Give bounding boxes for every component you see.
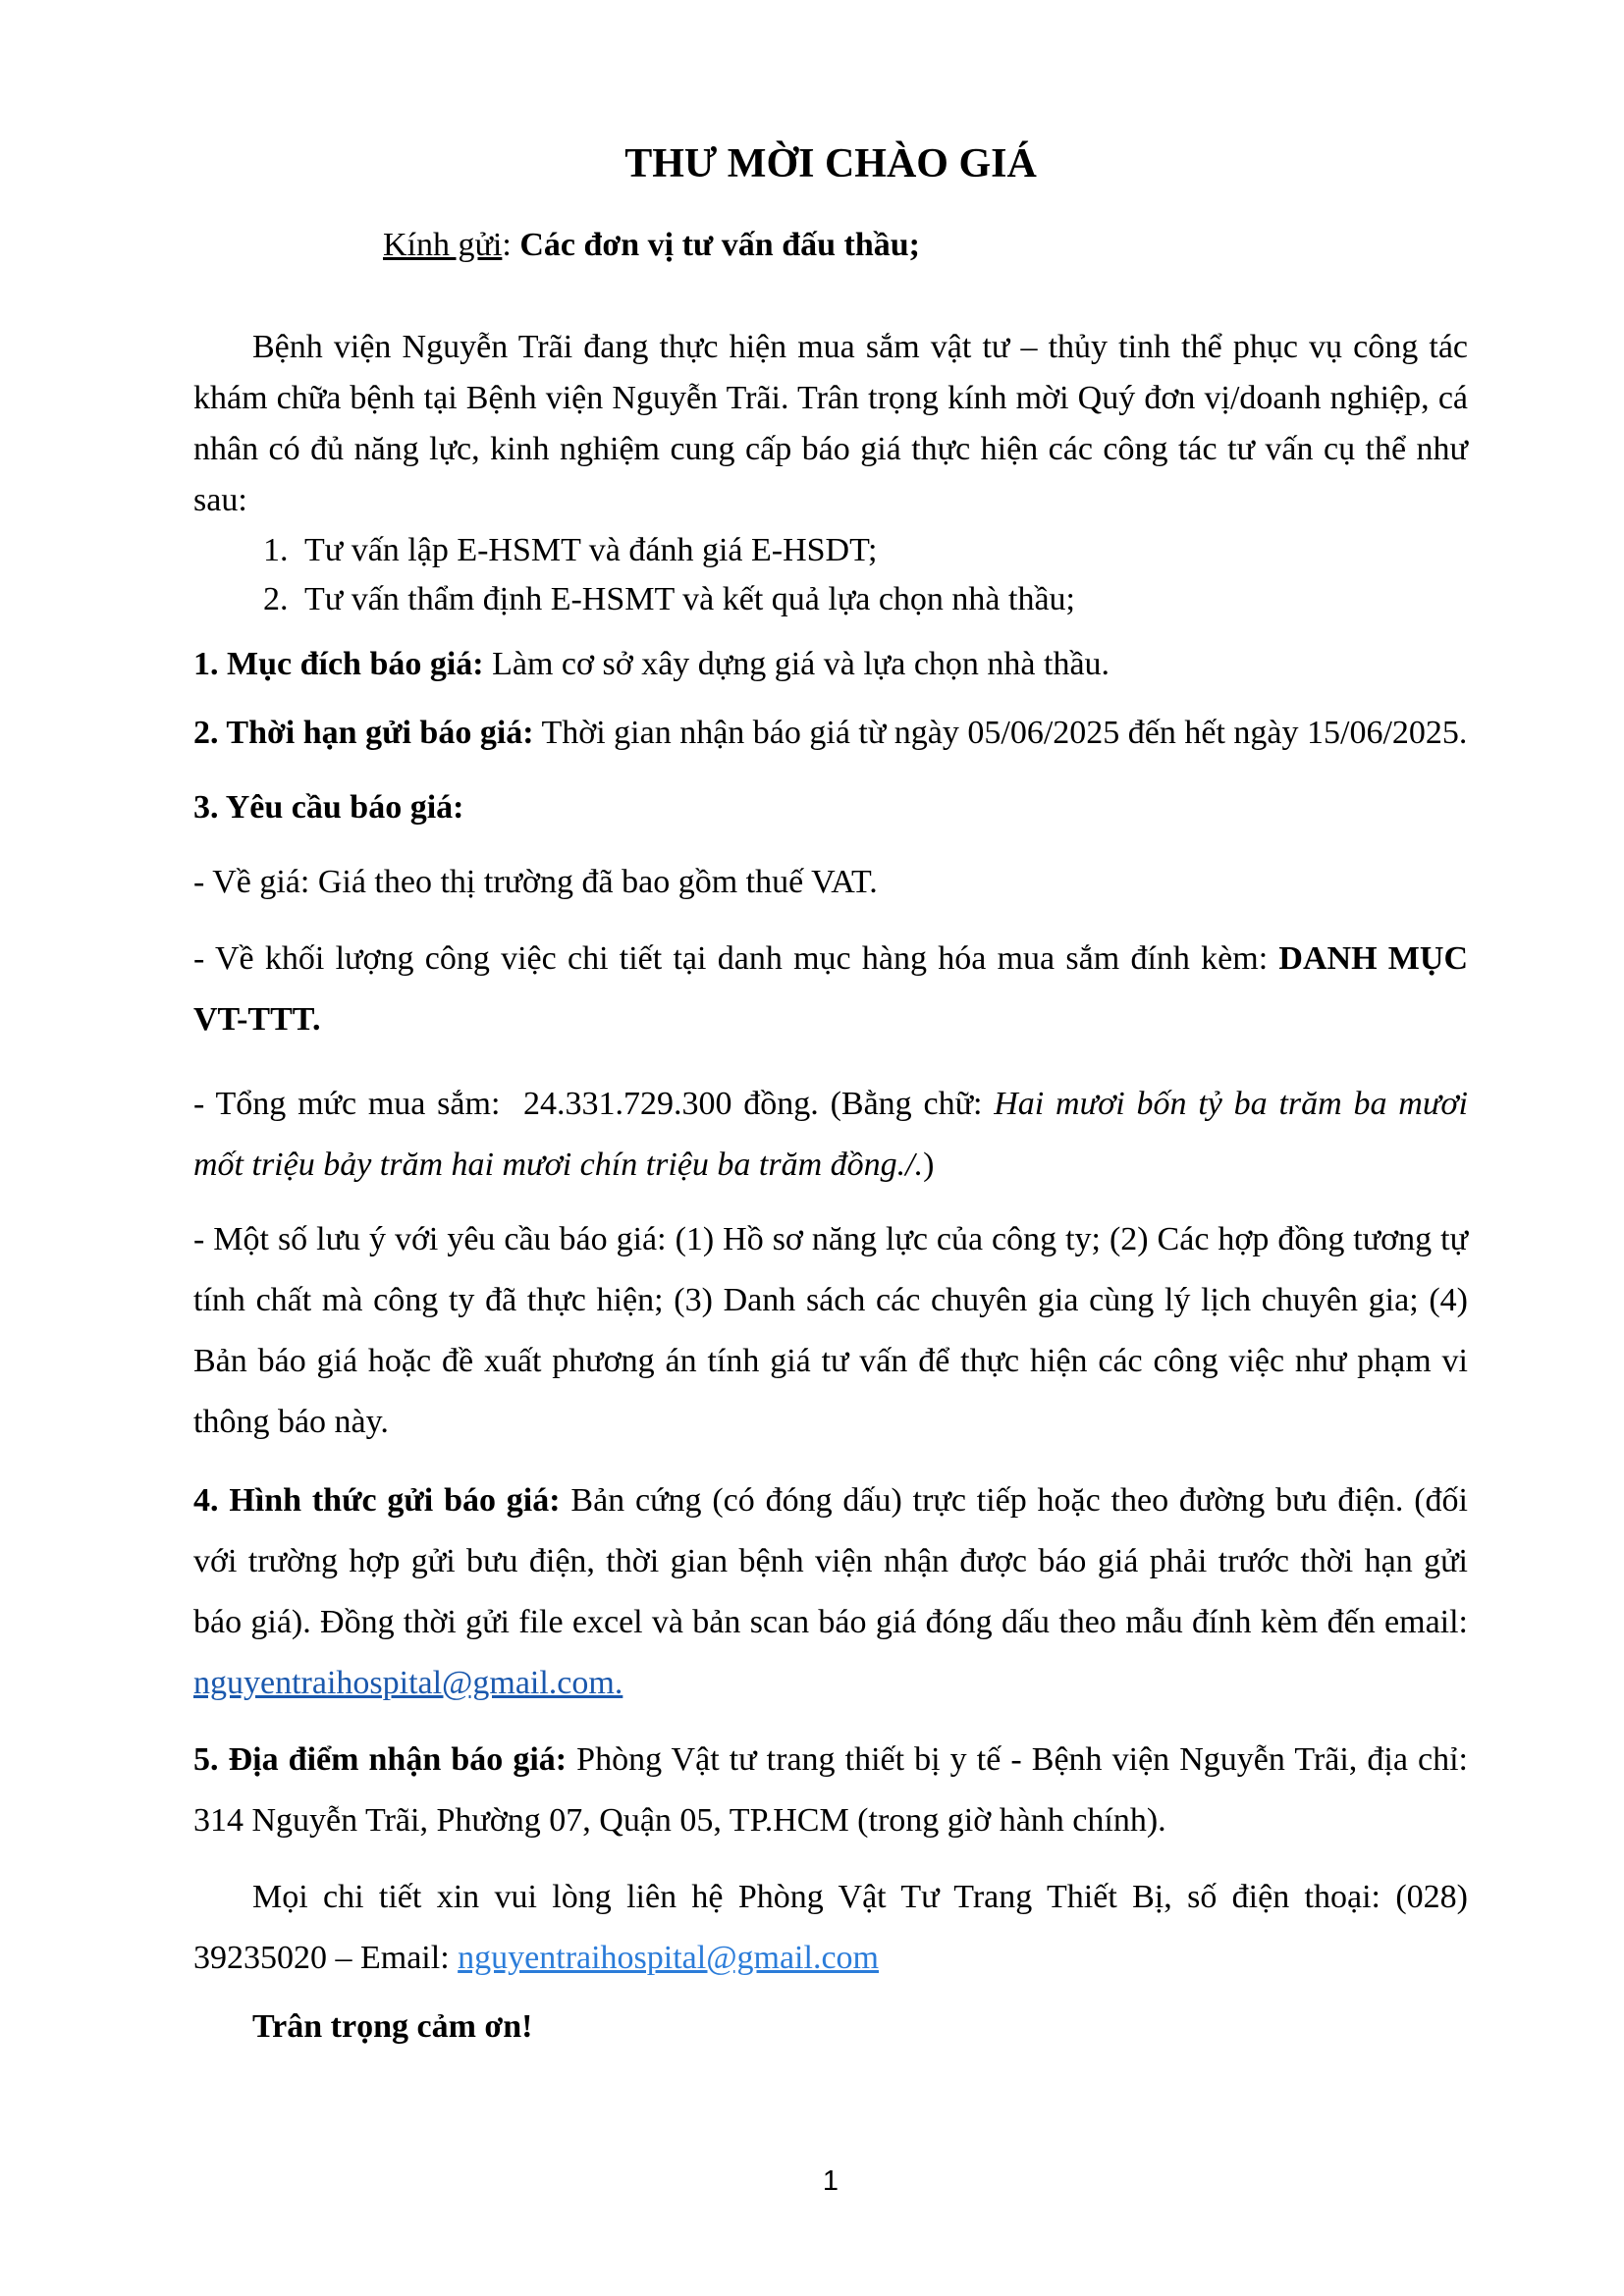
intro-paragraph: Bệnh viện Nguyễn Trãi đang thực hiện mua sắm vật tư – thủy tinh thể phục vụ công tác khám chữa bệnh tại Bệnh viện Nguyễn Trãi. Trân trọng kính mời Quý đơn vị/doanh nghiệp, cá nhân có đủ năng lực, kinh nghiệm cung cấp báo giá thực hiện các công tác tư vấn cụ thể như sau: [193,329,1468,518]
task-item-1 [193,526,1468,575]
section-5-location [193,1730,1468,1851]
salutation-label: Kính gửi [383,227,503,263]
task-text: Tư vấn thẩm định E-HSMT và kết quả lựa chọn nhà thầu; [304,581,1076,617]
task-text: Tư vấn lập E-HSMT và đánh giá E-HSDT; [304,532,878,568]
scope-attachment-name: DANH MỤC VT-TTT. [193,940,1468,1038]
section-4-text: Bản cứng (có đóng dấu) trực tiếp hoặc theo đường bưu điện. (đối với trường hợp gửi bưu điện, thời gian bệnh viện nhận được báo giá phải trước thời hạn gửi báo giá). Đồng thời gửi file excel và bản scan báo giá đóng dấu theo mẫu đính kèm đến email: [193,1482,1468,1640]
page-number: 1 [822,2165,839,2197]
document-content [193,137,1468,2057]
task-number: 2. [263,581,289,617]
scope-requirement [193,929,1468,1050]
total-budget-close-paren: ) [923,1147,935,1183]
section-5-text: Phòng Vật tư trang thiết bị y tế - Bệnh viện Nguyễn Trãi, địa chỉ: 314 Nguyễn Trãi, Phường 07, Quận 05, TP.HCM (trong giờ hành chính). [193,1741,1468,1839]
task-item-2 [193,575,1468,624]
price-requirement: - Về giá: Giá theo thị trường đã bao gồm thuế VAT. [193,864,878,900]
section-1-purpose [193,634,1468,695]
section-3-heading [193,777,1468,838]
closing-line: Trân trọng cảm ơn! [252,2008,533,2045]
section-4-label: 4. Hình thức gửi báo giá: [193,1482,561,1519]
contact-text: Mọi chi tiết xin vui lòng liên hệ Phòng Vật Tư Trang Thiết Bị, số điện thoại: (028) 39235020 – Email: [193,1879,1468,1976]
notes-paragraph: - Một số lưu ý với yêu cầu báo giá: (1) Hồ sơ năng lực của công ty; (2) Các hợp đồng tương tự tính chất mà công ty đã thực hiện; (3) Danh sách các chuyên gia cùng lý lịch chuyên gia; (4) Bản báo giá hoặc đề xuất phương án tính giá tư vấn để thực hiện các công việc như phạm vi thông báo này. [193,1221,1468,1440]
task-list [193,526,1468,624]
section-1-text: Làm cơ sở xây dựng giá và lựa chọn nhà thầu. [483,646,1110,682]
email-link-contact[interactable]: nguyentraihospital@gmail.com [458,1940,879,1976]
section-4-submission [193,1470,1468,1714]
section-2-text: Thời gian nhận báo giá từ ngày 05/06/2025 đến hết ngày 15/06/2025. [533,715,1468,751]
email-link-submission[interactable]: nguyentraihospital@gmail.com. [193,1665,623,1701]
section-2-label: 2. Thời hạn gửi báo giá: [193,715,534,751]
section-2-deadline [193,703,1468,764]
section-3-label: 3. Yêu cầu báo giá: [193,789,464,826]
section-1-label: 1. Mục đích báo giá: [193,646,484,682]
contact-paragraph [193,1867,1468,1989]
scope-text: - Về khối lượng công việc chi tiết tại danh mục hàng hóa mua sắm đính kèm: [193,940,1279,977]
salutation-recipient: Các đơn vị tư vấn đấu thầu; [519,227,920,263]
total-budget-text: - Tổng mức mua sắm: 24.331.729.300 đồng. (Bằng chữ: [193,1086,995,1122]
task-number: 1. [263,532,289,568]
page-title: THƯ MỜI CHÀO GIÁ [624,141,1037,187]
section-5-label: 5. Địa điểm nhận báo giá: [193,1741,568,1778]
salutation-colon: : [502,227,520,263]
total-budget [193,1074,1468,1196]
total-budget-in-words: Hai mươi bốn tỷ ba trăm ba mươi mốt triệu bảy trăm hai mươi chín triệu ba trăm đồng./. [193,1086,1468,1183]
salutation-line [193,223,1468,268]
